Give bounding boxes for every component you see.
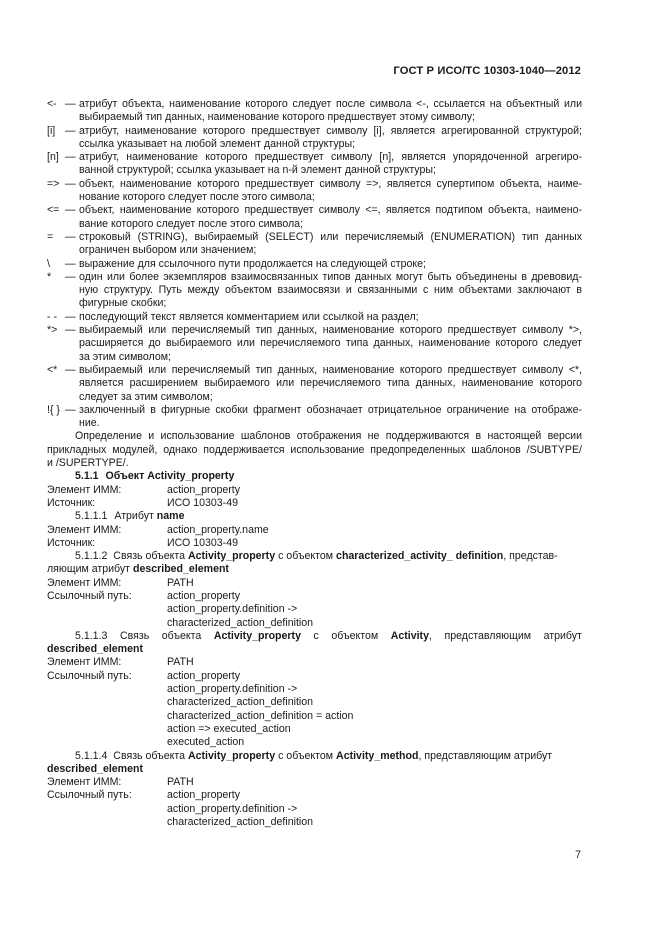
mim-element-value: PATH	[167, 576, 194, 589]
section-number: 5.1.1	[75, 470, 99, 483]
attribute-name: described_element	[47, 643, 143, 656]
symbol-description	[79, 311, 582, 324]
reference-path-line: characterized_action_definition	[167, 696, 314, 709]
reference-path-label: Ссылочный путь:	[47, 789, 132, 802]
heading-text: , представляющим атрибут	[418, 749, 553, 762]
symbol-notation: *	[47, 270, 52, 283]
heading-text: с	[313, 629, 319, 642]
symbol-description-line: выбираемый или перечисляемый тип данных, наименование которого предшествует символу <*,	[79, 363, 582, 376]
symbol-legend-item	[47, 404, 582, 431]
heading-text: объекта	[161, 629, 202, 642]
em-dash: —	[65, 204, 76, 217]
symbol-description	[79, 204, 582, 231]
source-label: Источник:	[47, 496, 96, 509]
symbol-description	[79, 271, 582, 311]
em-dash: —	[65, 403, 76, 416]
symbol-description	[79, 404, 582, 431]
symbol-notation: \	[47, 257, 50, 270]
symbol-legend-item	[47, 125, 582, 152]
symbol-notation: <*	[47, 363, 58, 376]
em-dash: —	[65, 230, 76, 243]
mim-element-label: Элемент ИММ:	[47, 776, 122, 789]
symbol-legend-item	[47, 364, 582, 404]
reference-path-row	[47, 789, 582, 802]
em-dash: —	[65, 98, 76, 110]
reference-path-label: Ссылочный путь:	[47, 669, 132, 682]
attribute-name: described_element	[132, 563, 229, 576]
symbol-description-line: ссылка указывает на любой элемент данной структуры;	[79, 137, 356, 150]
symbol-notation: =>	[47, 177, 60, 190]
mim-element-row	[47, 484, 582, 497]
symbol-notation: <-	[47, 98, 57, 110]
reference-path-line: action => executed_action	[167, 722, 291, 735]
symbol-description	[79, 324, 582, 364]
section-prefix: Объект	[105, 470, 145, 483]
symbol-description	[79, 98, 582, 125]
symbol-legend-list	[47, 98, 582, 430]
section-number: 5.1.1.1	[75, 510, 108, 523]
em-dash: —	[65, 270, 76, 283]
heading-text: ,	[428, 629, 432, 642]
section-5-1-1-3-heading-cont	[47, 643, 582, 656]
intro-line-3: и /SUPERTYPE/.	[47, 457, 129, 470]
symbol-description-line: выражение для ссылочного пути продолжается на следующей строке;	[79, 257, 426, 270]
symbol-description-line: строковый (STRING), выбираемый (SELECT) или перечисляемый (ENUMERATION) тип данных	[79, 230, 582, 243]
attribute-name: described_element	[47, 762, 143, 775]
reference-path-line: action_property	[167, 669, 241, 682]
heading-text: объектом	[331, 629, 379, 642]
reference-path-line: characterized_action_definition	[167, 616, 314, 629]
mim-element-row	[47, 524, 582, 537]
symbol-description-line: атрибут, наименование которого предшествует символу [n], является упорядоченной агрегиро-	[79, 151, 582, 164]
source-value: ИСО 10303-49	[167, 536, 238, 549]
symbol-description-line: атрибут объекта, наименование которого следует после символа <-, ссылается на объектный или	[79, 98, 582, 110]
symbol-description-line: ограничен выбором или значением;	[79, 244, 257, 257]
reference-path-line: executed_action	[167, 736, 245, 749]
target-entity-name: Activity_method	[336, 749, 419, 762]
section-5-1-1-1-heading	[47, 510, 582, 523]
section-number: 5.1.1.4	[75, 749, 108, 762]
symbol-notation: *>	[47, 324, 58, 337]
mim-element-label: Элемент ИММ:	[47, 483, 122, 496]
mim-element-label: Элемент ИММ:	[47, 576, 122, 589]
mim-element-row	[47, 577, 582, 590]
section-5-1-1-4-heading	[47, 750, 582, 763]
reference-path-label: Ссылочный путь:	[47, 589, 132, 602]
symbol-description-line: объект, наименование которого предшествует символу =>, является супертипом объекта, наиме-	[79, 177, 582, 190]
symbol-legend-item	[47, 151, 582, 178]
heading-text: ляющим атрибут	[47, 563, 131, 576]
heading-text: с объектом	[278, 550, 334, 563]
em-dash: —	[65, 151, 76, 164]
reference-path-row	[47, 590, 582, 603]
em-dash: —	[65, 310, 76, 323]
heading-text: Связь объекта	[113, 550, 186, 563]
mim-element-value: action_property	[167, 483, 241, 496]
heading-text: , представ-	[503, 550, 558, 563]
symbol-description-line: вание которого следует после этого символа;	[79, 217, 304, 230]
symbol-legend-item	[47, 204, 582, 231]
em-dash: —	[65, 363, 76, 376]
source-label: Источник:	[47, 536, 96, 549]
source-value: ИСО 10303-49	[167, 496, 238, 509]
symbol-description-line: атрибут, наименование которого предшествует символу [i], является агрегированной структурой;	[79, 124, 582, 137]
symbol-legend-item	[47, 231, 582, 258]
page-content	[47, 98, 582, 829]
symbol-notation: - -	[47, 310, 57, 323]
entity-name: Activity_property	[147, 470, 235, 483]
symbol-description-line: следует за этим символом;	[79, 390, 213, 403]
symbol-description-line: один или более экземпляров взаимосвязанных типов данных могут быть объединены в древовид-	[79, 270, 582, 283]
heading-text: с объектом	[278, 749, 334, 762]
reference-path-line: characterized_action_definition = action	[167, 709, 354, 722]
reference-path-line: characterized_action_definition	[167, 816, 314, 829]
em-dash: —	[65, 257, 76, 270]
symbol-legend-item	[47, 324, 582, 364]
document-header: ГОСТ Р ИСО/ТС 10303-1040—2012	[393, 65, 581, 77]
symbol-description-line: ванной структурой; ссылка указывает на n-й элемент данной структуры;	[79, 164, 436, 177]
symbol-notation: !{ }	[47, 403, 60, 416]
intro-line-2: прикладных модулей, однако поддерживается использование предопределенных шаблонов /SUBTYPE/	[47, 443, 582, 456]
reference-path-line: action_property	[167, 789, 241, 802]
symbol-description	[79, 364, 582, 404]
section-prefix: Атрибут	[114, 510, 154, 523]
symbol-notation: [i]	[47, 124, 56, 137]
section-5-1-1-2-heading-cont	[47, 563, 582, 576]
em-dash: —	[65, 177, 76, 190]
symbol-description-line: нование которого следует после этого символа;	[79, 191, 315, 204]
symbol-legend-item	[47, 271, 582, 311]
section-number: 5.1.1.2	[75, 550, 108, 563]
page-number: 7	[575, 849, 581, 861]
symbol-legend-item	[47, 178, 582, 205]
intro-paragraph	[47, 430, 582, 470]
section-5-1-1-3-heading	[47, 630, 582, 643]
symbol-description-line: фигурные скобки;	[79, 297, 167, 310]
reference-path-row	[47, 670, 582, 683]
mim-element-label: Элемент ИММ:	[47, 656, 122, 669]
target-entity-name: Activity	[390, 629, 429, 642]
em-dash: —	[65, 324, 76, 337]
symbol-description	[79, 258, 582, 271]
symbol-description-line: расширяется до выбираемого или перечисляемого типа данных, наименование которого следует	[79, 337, 582, 350]
intro-line-1: Определение и использование шаблонов отображения не поддерживаются в настоящей версии	[75, 430, 582, 443]
section-5-1-1-2-heading	[47, 550, 582, 563]
mim-element-value: action_property.name	[167, 523, 269, 536]
section-number: 5.1.1.3	[75, 629, 108, 642]
heading-text: представляющим	[444, 629, 532, 642]
symbol-description	[79, 125, 582, 152]
reference-path-line: action_property.definition ->	[167, 802, 298, 815]
symbol-notation: [n]	[47, 151, 59, 164]
symbol-notation: <=	[47, 204, 60, 217]
reference-path-line: action_property.definition ->	[167, 603, 298, 616]
heading-text: атрибут	[543, 629, 582, 642]
em-dash: —	[65, 124, 76, 137]
reference-path-line: action_property	[167, 589, 241, 602]
symbol-description-line: ние.	[79, 417, 100, 430]
mim-element-value: PATH	[167, 656, 194, 669]
source-row	[47, 537, 582, 550]
entity-name: Activity_property	[187, 749, 276, 762]
reference-path-line: action_property.definition ->	[167, 683, 298, 696]
symbol-description	[79, 178, 582, 205]
attribute-name: name	[156, 510, 185, 523]
symbol-description-line: выбираемый тип данных, наименование которого предшествует этому символу;	[79, 111, 475, 124]
entity-name: Activity_property	[187, 550, 276, 563]
symbol-notation: =	[47, 230, 54, 243]
symbol-description-line: последующий текст является комментарием или ссылкой на раздел;	[79, 310, 419, 323]
entity-name: Activity_property	[213, 629, 301, 642]
symbol-description-line: выбираемый или перечисляемый тип данных, наименование которого предшествует символу *>,	[79, 324, 582, 337]
symbol-description-line: является расширением выбираемого или перечисляемого типа данных, наименование которого	[79, 377, 582, 390]
mim-element-value: PATH	[167, 776, 194, 789]
target-entity-name: characterized_activity_ definition	[336, 550, 504, 563]
mim-element-label: Элемент ИММ:	[47, 523, 122, 536]
symbol-legend-item	[47, 258, 582, 271]
symbol-description-line: ную структуру. Путь между объектом взаимосвязи и связанными с ним объектами заключают в	[79, 284, 582, 297]
section-5-1-1-4-heading-cont	[47, 763, 582, 776]
symbol-description	[79, 151, 582, 178]
mim-element-row	[47, 656, 582, 669]
heading-text: Связь объекта	[113, 749, 186, 762]
mim-element-row	[47, 776, 582, 789]
symbol-description-line: за этим символом;	[79, 350, 171, 363]
symbol-description-line: объект, наименование которого предшествует символу <=, является подтипом объекта, наимено-	[79, 204, 582, 217]
symbol-legend-item	[47, 98, 582, 125]
symbol-description-line: заключенный в фигурные скобки фрагмент обозначает отрицательное ограничение на отображе-	[79, 403, 582, 416]
source-row	[47, 497, 582, 510]
section-5-1-1-heading	[47, 470, 582, 483]
heading-text: Связь	[119, 629, 150, 642]
symbol-description	[79, 231, 582, 258]
symbol-legend-item	[47, 311, 582, 324]
